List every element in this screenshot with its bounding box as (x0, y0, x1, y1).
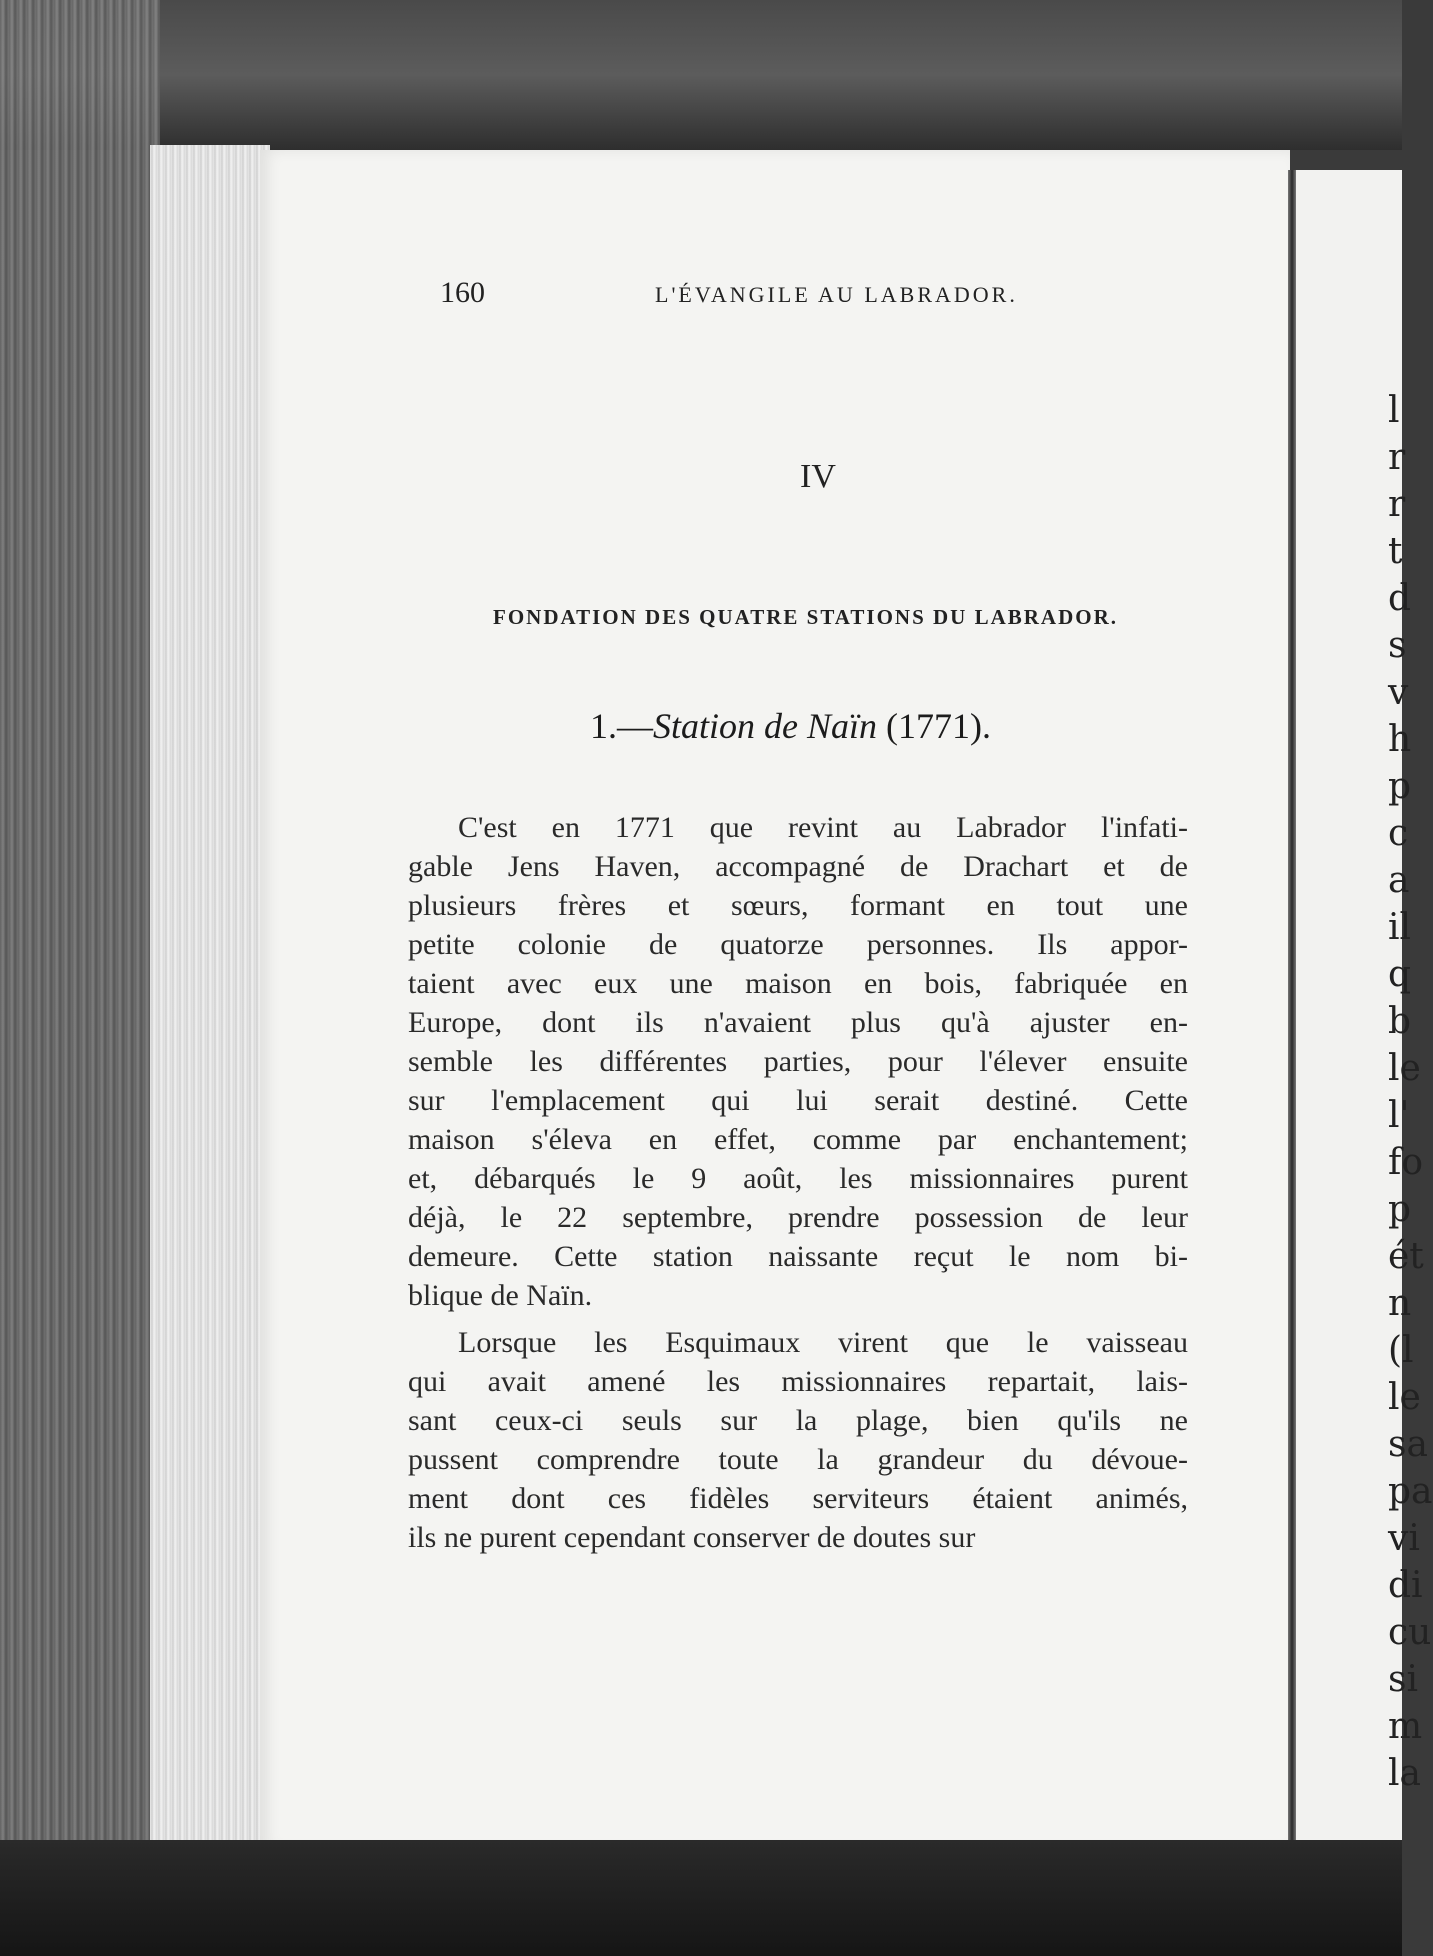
text-line: C'est en 1771 que revint au Labrador l'infati- (458, 811, 1188, 844)
facing-page-fragment: r (1388, 484, 1406, 525)
page-stack-edge (150, 145, 270, 1845)
text-line: sur l'emplacement qui lui serait destiné. Cette (408, 1084, 1188, 1117)
book-spine-edge (0, 0, 160, 1956)
chapter-number: IV (800, 458, 836, 495)
facing-page-fragment: la (1388, 1753, 1421, 1794)
facing-page-fragment: ét (1388, 1236, 1424, 1277)
facing-page-fragment: di (1388, 1565, 1423, 1606)
facing-page-fragment: a (1388, 860, 1410, 901)
facing-page-fragment: pa (1388, 1471, 1433, 1512)
facing-page-fragment: (l (1388, 1330, 1414, 1371)
text-line: demeure. Cette station naissante reçut le nom bi- (408, 1240, 1188, 1273)
paragraph (408, 1323, 1188, 1557)
facing-page-fragment: v (1388, 672, 1409, 713)
facing-page-fragment: p (1388, 1189, 1412, 1230)
section-title (590, 705, 991, 747)
facing-page-fragment: c (1388, 813, 1409, 854)
paragraph (408, 808, 1188, 1315)
text-line: déjà, le 22 septembre, prendre possession de leur (408, 1201, 1188, 1234)
text-line: qui avait amené les missionnaires repartait, lais- (408, 1365, 1188, 1398)
facing-page-fragment: l' (1388, 1095, 1410, 1136)
facing-page-fragment: b (1388, 1001, 1412, 1042)
text-line: Europe, dont ils n'avaient plus qu'à ajuster en- (408, 1006, 1188, 1039)
facing-page-fragment: m (1388, 1706, 1423, 1747)
text-line: plusieurs frères et sœurs, formant en tout une (408, 889, 1188, 922)
facing-page-fragment: il (1388, 907, 1412, 948)
text-line: Lorsque les Esquimaux virent que le vaisseau (458, 1326, 1188, 1359)
text-line: maison s'éleva en effet, comme par enchantement; (408, 1123, 1188, 1156)
section-name: Station de Naïn (653, 706, 877, 746)
facing-page-fragment: n (1388, 1283, 1412, 1324)
scan-bottom-border (0, 1840, 1402, 1956)
chapter-title: FONDATION DES QUATRE STATIONS DU LABRADOR. (493, 605, 1119, 629)
book-gutter (1288, 170, 1296, 1860)
body-text (408, 808, 1188, 1557)
section-prefix: 1.— (590, 706, 653, 746)
facing-page-fragment: si (1388, 1659, 1418, 1700)
facing-page-fragment: h (1388, 719, 1412, 760)
facing-page-fragment: fo (1388, 1142, 1423, 1183)
scan-top-border (0, 0, 1402, 150)
facing-page-fragment: le (1388, 1048, 1421, 1089)
facing-page-fragment: vi (1388, 1518, 1420, 1559)
facing-page-fragment: s (1388, 625, 1407, 666)
text-line: taient avec eux une maison en bois, fabriquée en (408, 967, 1188, 1000)
text-line: blique de Naïn. (408, 1279, 593, 1312)
facing-page-fragment: t (1388, 531, 1403, 572)
text-line: petite colonie de quatorze personnes. Ils appor- (408, 928, 1188, 961)
paragraph-gap (408, 1315, 1188, 1323)
text-line: sant ceux-ci seuls sur la plage, bien qu'ils ne (408, 1404, 1188, 1437)
text-line: ils ne purent cependant conserver de doutes sur (408, 1521, 976, 1554)
text-line: semble les différentes parties, pour l'élever ensuite (408, 1045, 1188, 1078)
facing-page-fragment: d (1388, 578, 1412, 619)
facing-page-fragment: le (1388, 1377, 1421, 1418)
text-line: pussent comprendre toute la grandeur du dévoue- (408, 1443, 1188, 1476)
facing-page-fragment: sa (1388, 1424, 1428, 1465)
facing-page (1296, 170, 1433, 1860)
section-year: (1771). (886, 706, 991, 746)
facing-page-fragment: p (1388, 766, 1412, 807)
text-line: ment dont ces fidèles serviteurs étaient animés, (408, 1482, 1188, 1515)
text-line: gable Jens Haven, accompagné de Drachart et de (408, 850, 1188, 883)
running-title: L'ÉVANGILE AU LABRADOR. (655, 282, 1018, 307)
facing-page-fragment: l (1388, 390, 1400, 431)
facing-page-fragment: q (1388, 954, 1412, 995)
facing-page-fragment: cu (1388, 1612, 1432, 1653)
page-number: 160 (440, 276, 485, 309)
text-line: et, débarqués le 9 août, les missionnaires purent (408, 1162, 1188, 1195)
facing-page-fragment: r (1388, 437, 1406, 478)
